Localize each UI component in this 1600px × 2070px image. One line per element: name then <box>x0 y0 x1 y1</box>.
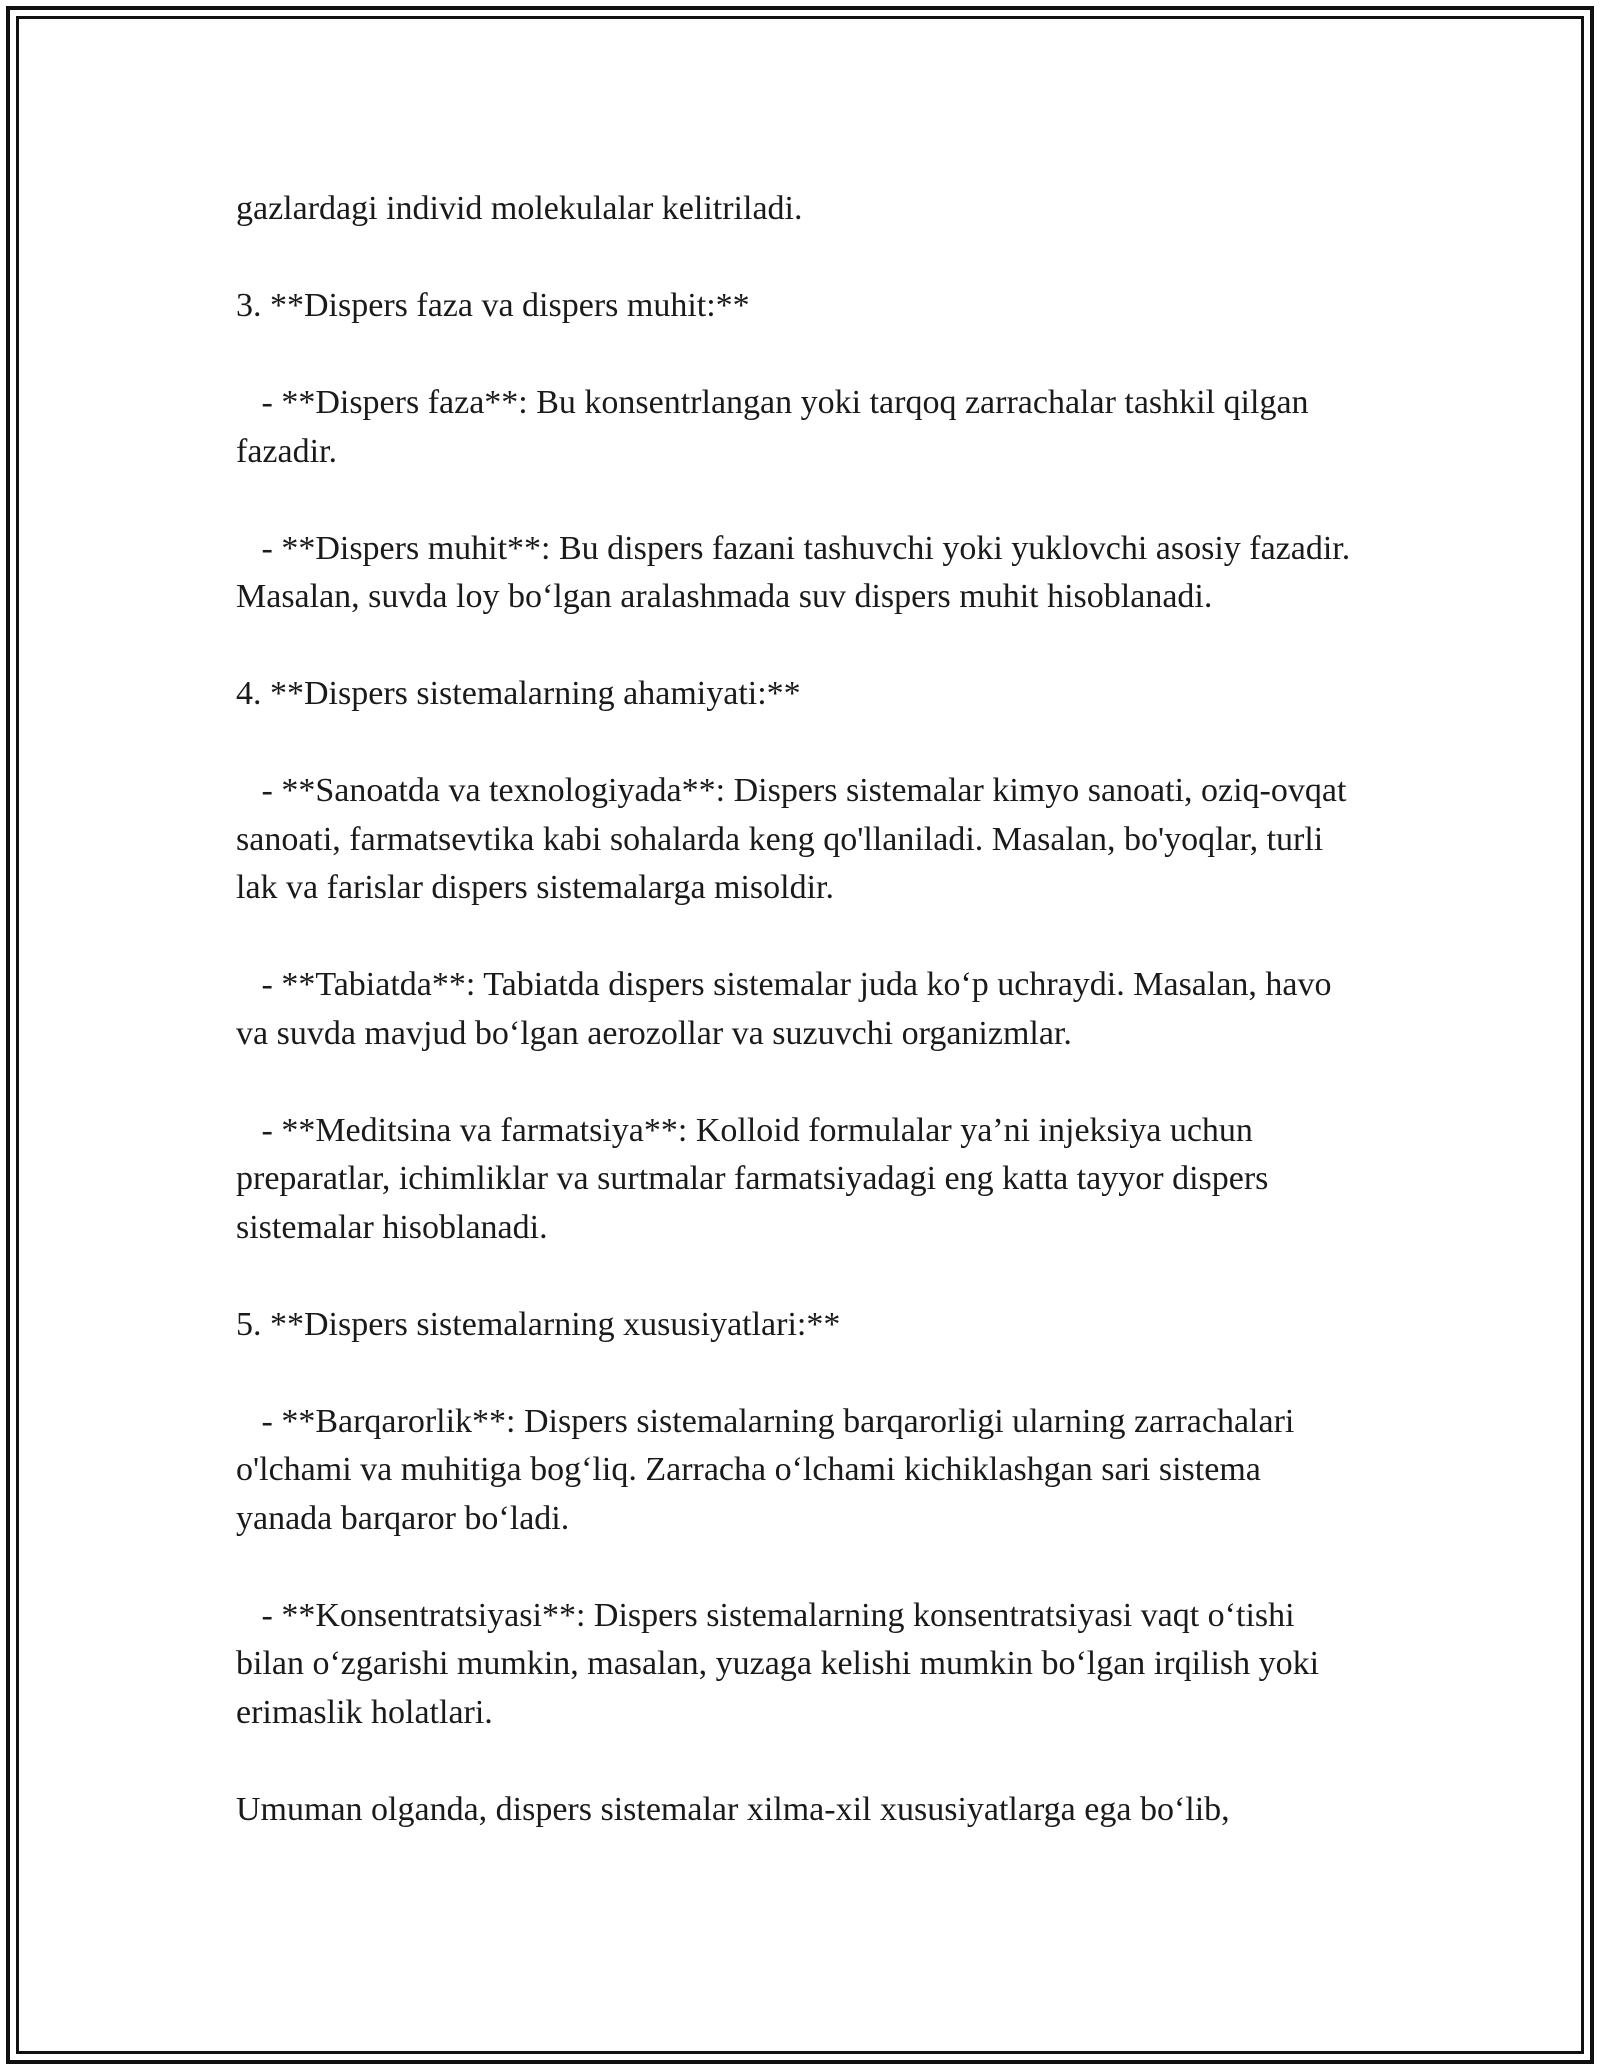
paragraph-conclusion: Umuman olganda, dispers sistemalar xilma-xil xususiyatlarga ega bo‘lib, <box>236 1790 1230 1828</box>
list-item-sanoatda: - **Sanoatda va texnologiyada**: Dispers sistemalar kimyo sanoati, oziq-ovqat sanoati, farmatsevtika kabi sohalarda keng qo'llaniladi. Masalan, bo'yoqlar, turli lak va farislar dispers sistemalarga misoldir. <box>236 772 1355 906</box>
heading-ahamiyati: 4. **Dispers sistemalarning ahamiyati:** <box>236 675 801 712</box>
paragraph-continuation: gazlardagi individ molekulalar kelitriladi. <box>236 190 803 227</box>
list-item-dispers-faza: - **Dispers faza**: Bu konsentrlangan yoki tarqoq zarrachalar tashkil qilgan fazadir. <box>236 384 1318 470</box>
heading-xususiyatlari: 5. **Dispers sistemalarning xususiyatlari:** <box>236 1305 841 1343</box>
heading-dispers-faza-muhit: 3. **Dispers faza va dispers muhit:** <box>236 287 750 324</box>
list-item-dispers-muhit: - **Dispers muhit**: Bu dispers fazani tashuvchi yoki yuklovchi asosiy fazadir. Masalan, suvda loy bo‘lgan aralashmada suv dispers muhit hisoblanadi. <box>236 529 1359 615</box>
list-item-konsentratsiyasi: - **Konsentratsiyasi**: Dispers sistemalarning konsentratsiyasi vaqt o‘tishi bilan o‘zgarishi mumkin, masalan, yuzaga kelishi mumkin bo‘lgan irqilish yoki erimaslik holatlari. <box>236 1596 1328 1731</box>
list-item-tabiatda: - **Tabiatda**: Tabiatda dispers sistemalar juda ko‘p uchraydi. Masalan, havo va suvda mavjud bo‘lgan aerozollar va suzuvchi organizmlar. <box>236 966 1341 1052</box>
document-body <box>236 185 1359 1834</box>
list-item-barqarorlik: - **Barqarorlik**: Dispers sistemalarning barqarorligi ularning zarrachalari o'lchami va muhitiga bog‘liq. Zarracha o‘lchami kichiklashgan sari sistema yanada barqaror bo‘ladi. <box>236 1402 1303 1537</box>
list-item-meditsina: - **Meditsina va farmatsiya**: Kolloid formulalar ya’ni injeksiya uchun preparatlar, ichimliklar va surtmalar farmatsiyadagi eng katta tayyor dispers sistemalar hisoblanadi. <box>236 1111 1277 1246</box>
